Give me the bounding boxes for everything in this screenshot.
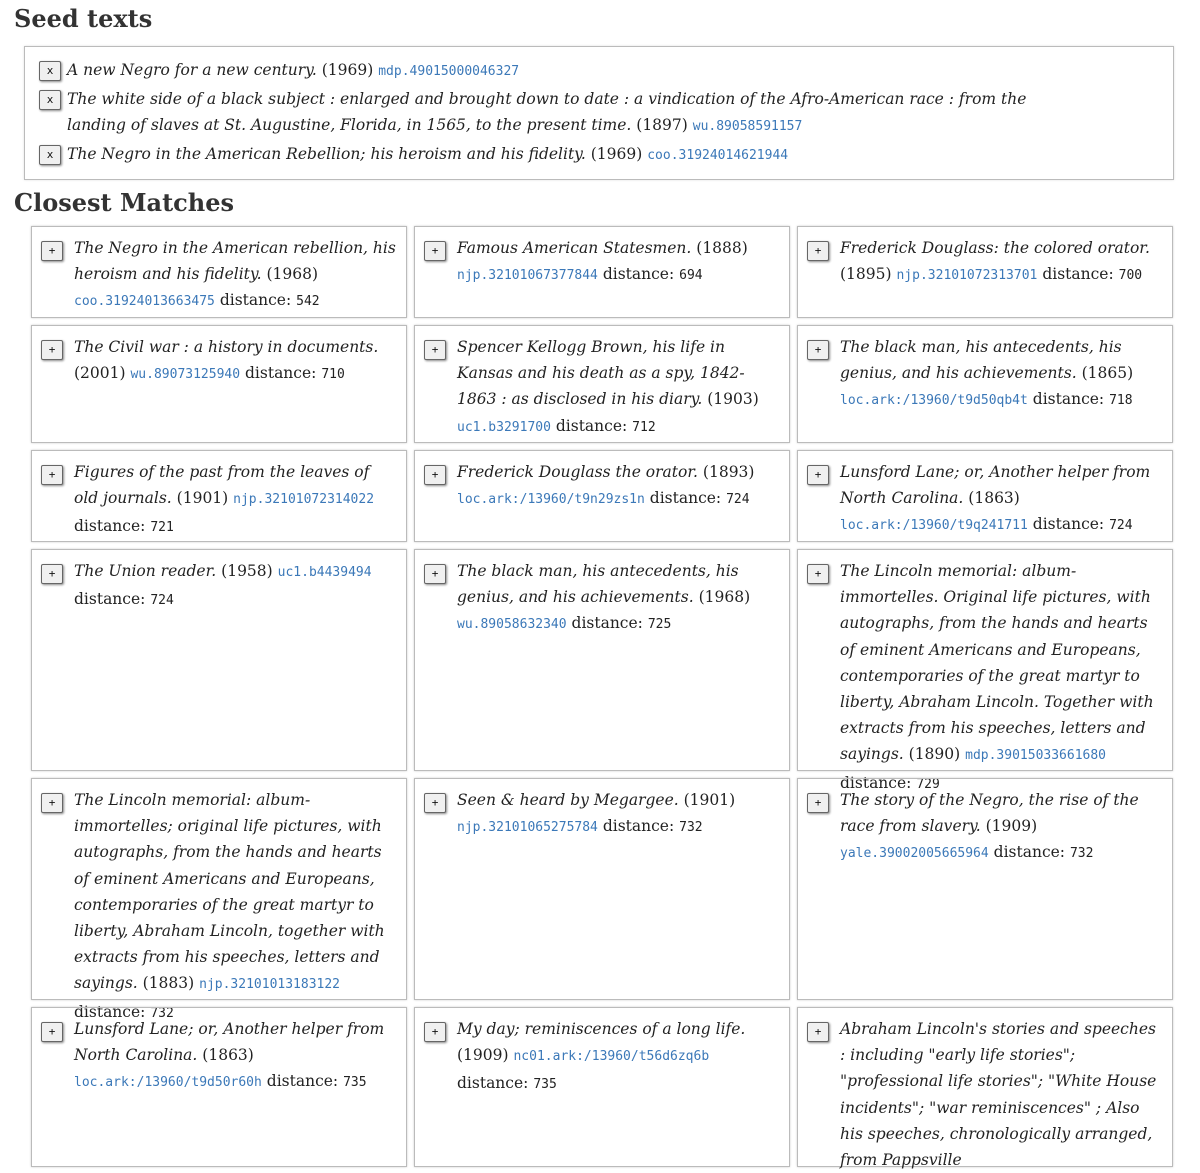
distance-value: 724 [726,492,750,508]
seed-item [37,57,1081,86]
add-seed-button[interactable]: + [41,340,63,360]
add-seed-button[interactable]: + [807,1022,829,1042]
match-title: Frederick Douglass: the colored orator. [840,239,1150,257]
distance-label: distance: [993,843,1066,862]
distance-label: distance: [840,773,912,792]
match-title: The black man, his antecedents, his genius, and his achievements. [457,562,739,607]
remove-seed-button[interactable]: x [39,61,61,81]
match-title: Abraham Lincoln's stories and speeches : including "early life stories"; "professional life stories"; "White House incidents"; "war reminiscences" ; Also his speeches, chronologically arranged, from Pappsville [840,1020,1157,1170]
add-seed-button[interactable]: + [807,241,829,261]
match-title: Seen & heard by Megargee. [457,791,679,809]
add-seed-button[interactable]: + [424,793,446,813]
match-card [414,778,790,1000]
add-seed-button[interactable]: + [41,1022,63,1042]
distance-value: 732 [150,1005,174,1021]
matches-heading: Closest Matches [14,188,235,217]
match-year: (1903) [707,390,759,409]
distance-value: 732 [1069,846,1094,862]
add-seed-button[interactable]: + [807,465,829,485]
match-year: (1863) [202,1046,254,1065]
remove-seed-button[interactable]: x [39,90,61,110]
match-id-link[interactable]: uc1.b3291700 [457,419,551,435]
match-id-link[interactable]: loc.ark:/13960/t9q241711 [840,518,1028,534]
distance-label: distance: [266,1072,339,1091]
seed-year: (1897) [636,116,688,134]
add-seed-button[interactable]: + [807,340,829,360]
distance-value: 724 [150,593,174,609]
match-id-link[interactable]: njp.32101065275784 [457,820,598,836]
match-card [797,549,1173,792]
match-id-link[interactable]: uc1.b4439494 [277,565,372,580]
match-title: Frederick Douglass the orator. [457,463,698,481]
match-card [414,226,790,318]
seed-year: (1969) [321,61,374,79]
distance-value: 712 [632,419,656,435]
match-title: The story of the Negro, the rise of the race from slavery. [840,791,1139,836]
add-seed-button[interactable]: + [41,564,63,584]
match-id-link[interactable]: loc.ark:/13960/t9d50qb4t [840,393,1028,409]
match-card [797,325,1173,443]
match-card [414,549,790,771]
match-id-link[interactable]: njp.32101072314022 [233,492,375,508]
match-year: (1888) [696,239,748,257]
distance-label: distance: [74,1002,146,1021]
match-id-link[interactable]: njp.32101067377844 [457,268,598,284]
match-title: Spencer Kellogg Brown, his life in Kansas and his death as a spy, 1842-1863 : as disclosed in his diary. [457,338,745,409]
match-id-link[interactable]: loc.ark:/13960/t9n29zs1n [457,492,645,508]
add-seed-button[interactable]: + [41,465,63,485]
match-id-link[interactable]: yale.39002005665964 [840,846,989,862]
distance-label: distance: [555,416,628,435]
distance-label: distance: [602,265,675,284]
seed-item [37,141,1081,170]
match-year: (1863) [968,489,1020,508]
add-seed-button[interactable]: + [424,340,446,360]
distance-label: distance: [245,364,317,383]
distance-value: 735 [533,1077,557,1093]
distance-value: 732 [679,820,703,836]
match-id-link[interactable]: coo.31924013663475 [74,294,215,310]
distance-value: 542 [296,294,320,310]
seed-id-link[interactable]: mdp.49015000046327 [378,64,520,79]
distance-value: 729 [916,776,940,792]
match-title: The Union reader. [74,562,217,580]
add-seed-button[interactable]: + [424,465,446,485]
match-year: (1901) [176,489,229,508]
match-card [414,450,790,542]
match-year: (1895) [840,265,892,284]
distance-label: distance: [74,517,146,536]
add-seed-button[interactable]: + [807,793,829,813]
match-title: The Lincoln memorial: album-immortelles; original life pictures, with autographs, from the hands and hearts of eminent Americans and Europeans, contemporaries of the great martyr to liberty, Abraham Lincoln, together with extracts from his speeches, letters and sayings. [74,791,385,993]
match-id-link[interactable]: njp.32101013183122 [199,977,341,993]
match-year: (1909) [457,1046,509,1065]
distance-label: distance: [1042,265,1114,284]
match-card [414,1007,790,1167]
seed-title: The white side of a black subject : enlarged and brought down to date : a vindication of the Afro-American race : from the landing of slaves at St. Augustine, Florida, in 1565, to the present time. [67,89,1027,134]
seed-item [37,86,1081,141]
match-title: My day; reminiscences of a long life. [457,1020,746,1038]
distance-value: 725 [647,617,672,633]
distance-value: 718 [1109,393,1133,409]
distance-value: 724 [1109,518,1133,534]
match-year: (1883) [142,974,195,993]
match-card [414,325,790,443]
distance-label: distance: [571,614,643,633]
seed-list [24,46,1174,180]
distance-value: 735 [343,1075,367,1091]
distance-label: distance: [1032,390,1105,409]
match-card [797,1007,1173,1170]
match-id-link[interactable]: nc01.ark:/13960/t56d6zq6b [513,1049,710,1065]
match-card [31,325,407,443]
match-year: (2001) [74,364,126,383]
match-card [797,450,1173,542]
seed-year: (1969) [590,144,643,163]
seed-title: A new Negro for a new century. [67,61,317,79]
match-title: The Lincoln memorial: album-immortelles. Original life pictures, with autographs, from the hands and hearts of eminent Americans and Europeans, contemporaries of the great martyr to liberty, Abraham Lincoln. Together with extracts from his speeches, letters and sayings. [840,562,1154,764]
match-id-link[interactable]: loc.ark:/13960/t9d50r60h [74,1075,262,1091]
seed-title: The Negro in the American Rebellion; his heroism and his fidelity. [67,144,586,163]
seed-id-link[interactable]: wu.89058591157 [692,119,803,134]
add-seed-button[interactable]: + [41,241,63,261]
match-id-link[interactable]: wu.89073125940 [130,367,241,383]
match-year: (1865) [1081,364,1134,383]
seed-heading: Seed texts [14,4,153,33]
distance-label: distance: [219,291,292,310]
match-year: (1901) [683,791,736,809]
match-year: (1968) [266,265,319,284]
match-title: The Civil war : a history in documents. [74,338,379,356]
match-id-link[interactable]: mdp.39015033661680 [965,748,1107,764]
match-year: (1890) [908,745,961,764]
match-id-link[interactable]: wu.89058632340 [457,617,567,633]
add-seed-button[interactable]: + [807,564,829,584]
distance-label: distance: [457,1074,529,1093]
distance-label: distance: [602,817,675,836]
distance-value: 694 [679,268,703,284]
match-title: Figures of the past from the leaves of old journals. [74,463,370,508]
add-seed-button[interactable]: + [424,241,446,261]
remove-seed-button[interactable]: x [39,145,61,165]
match-card [797,778,1173,1000]
match-title: Lunsford Lane; or, Another helper from North Carolina. [74,1020,385,1065]
distance-value: 710 [321,367,345,383]
distance-label: distance: [74,590,146,609]
matches-grid [31,226,1190,1170]
match-card [31,1007,407,1167]
add-seed-button[interactable]: + [424,564,446,584]
distance-label: distance: [649,489,722,508]
match-card [797,226,1173,318]
distance-value: 721 [150,520,174,536]
seed-id-link[interactable]: coo.31924014621944 [647,147,789,163]
match-card [31,549,407,771]
match-year: (1958) [221,562,273,580]
add-seed-button[interactable]: + [41,793,63,813]
distance-value: 700 [1118,268,1143,284]
match-title: Famous American Statesmen. [457,239,692,257]
match-title: The Negro in the American rebellion, his heroism and his fidelity. [74,239,396,284]
match-card [31,226,407,318]
match-card [31,778,407,1021]
match-card [31,450,407,542]
match-year: (1968) [698,588,751,607]
match-id-link[interactable]: njp.32101072313701 [896,268,1038,284]
distance-label: distance: [1032,515,1105,534]
match-year: (1909) [985,817,1038,836]
match-title: Lunsford Lane; or, Another helper from North Carolina. [840,463,1151,508]
add-seed-button[interactable]: + [424,1022,446,1042]
match-title: The black man, his antecedents, his genius, and his achievements. [840,338,1122,383]
match-year: (1893) [702,463,755,481]
